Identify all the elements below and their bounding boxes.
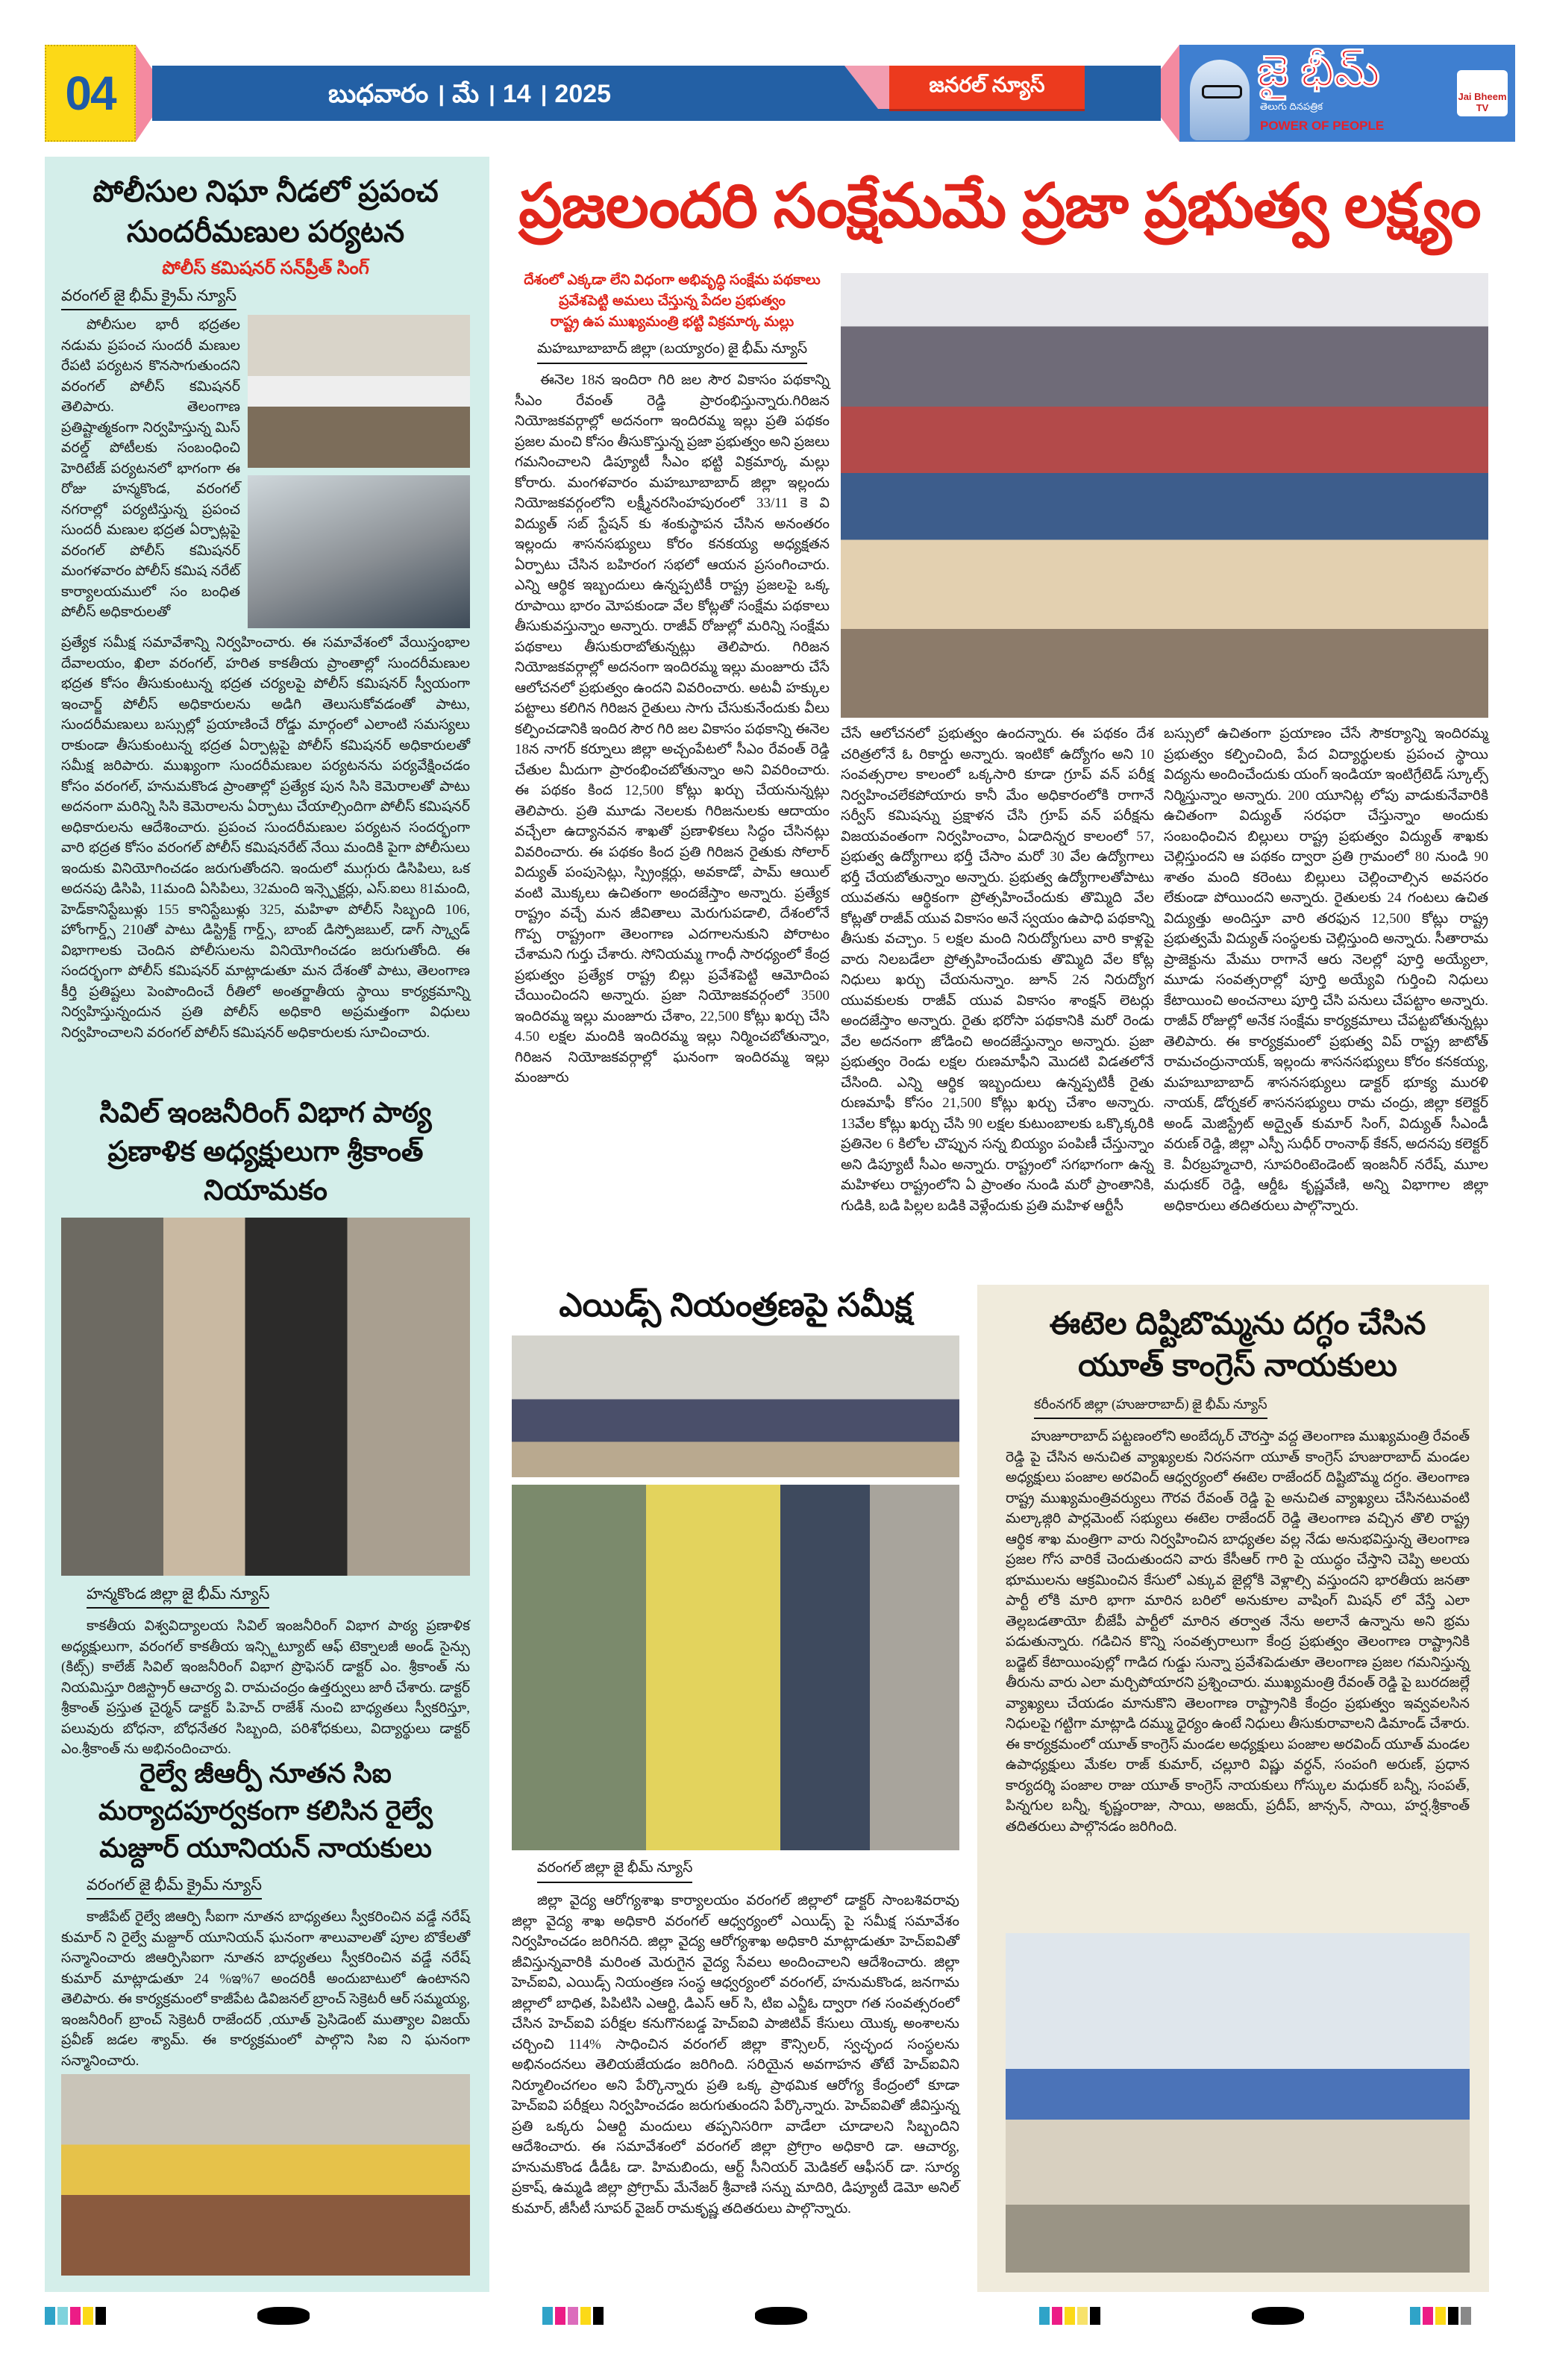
police-subheadline: పోలీస్ కమిషనర్ సన్‌ప్రీత్ సింగ్	[162, 258, 369, 278]
page-number: 04	[45, 45, 136, 142]
police-body-continued: ప్రత్యేక సమీక్ష సమావేశాన్ని నిర్వహించారు. ఈ సమావేశంలో వేయిస్తంభాల దేవాలయం, ఖిలా వరంగల్, హరిత కాకతీయ ప్రాంతాల్లో సుందరీమణుల భద్రత కోసం తీసుకుంటున్న భద్రత చర్యలపై పోలీస్ కమిషనర్ స్వీయంగా ఇంచార్జ్ పోలీస్ అధికారులను అడిగి తెలుసుకోవడంతో పాటు, సుందరీమణులు బస్సుల్లో ప్రయాణించే రోడ్డు మార్గంలో ఎలాంటి సమస్యలు రాకుండా తీసుకుంటున్న భద్రత ఏర్పాట్లపై పోలీస్ కమిషనర్ అధికారులతో సమీక్ష జరిపారు. ముఖ్యంగా సుందరీమణుల పర్యటనను పర్యవేక్షించడం కోసం వరంగల్, హనుమకొండ ప్రాంతాల్లో ప్రత్యేక పున సిసి కెమెరాలతో పాటు అదనంగా మరిన్ని సిసి కెమెరాలను ఏర్పాటు చేయాల్సిందిగా పోలీస్ కమిషనర్ అధికారులను ఆదేశించారు. ప్రపంచ సుందరీమణుల పర్యటన సందర్భంగా వారి భద్రత కోసం వరంగల్ పోలీస్ కమిషనరేట్ నేయి మందికి పైగా పోలీసులు ఇందుకు వినియోగించడం జరుగుతోందని. ఇందులో ముగ్గురు డిసిపిలు, ఒక అదనపు డిసిపి, 11మంది ఏసిపిలు, 32మంది ఇన్స్పెక్టర్లు, ఎస్.ఐలు 81మంది, హెడ్‌కానిస్టేబుళ్లు 155 కానిస్టేబుళ్లు 325, మహిళా పోలీస్ సిబ్బంది 106, హోంగార్డ్స్ 210తో పాటు డిస్ట్రిక్ట్ గార్డ్స్, బాంబ్ డిస్పోజబుల్, డాగ్ స్క్వాడ్ విభాగాలకు చెందిన పోలీసులను వినియోగించడం జరుగుతోంది. ఈ సందర్భంగా పోలీస్ కమిషనర్ మాట్లాడుతూ మన దేశంతో పాటు, తెలంగాణ కీర్తి ప్రతిష్టలు పెంపొందించే రీతిలో అంతర్జాతీయ స్థాయి కార్యక్రమాన్ని నిర్వహిస్తున్నందున ప్రతి పోలీస్ అధికారి అప్రమత్తంగా విధులు నిర్వహించాలని వరంగల్ పోలీస్ కమిషనర్ అధికారులకు సూచించారు.	[61, 635, 470, 1041]
logo-brand: జై భీమ్	[1257, 47, 1380, 95]
aids-attendees-photo	[512, 1485, 959, 1850]
youth-congress-protest-photo	[1006, 1933, 1470, 2273]
ambedkar-portrait-icon	[1190, 60, 1250, 140]
registration-mark	[755, 2307, 807, 2325]
main-body-col3: బస్సులో ఉచితంగా ప్రయాణం చేసే సౌకర్యాన్ని ఇందిరమ్మ ప్రభుత్వం కల్పించింది, పేద విద్యార్థులకు ప్రపంచ స్థాయి విద్యను అందించేందుకు యంగ్ ఇండియా ఇంటిగ్రేటెడ్ స్కూల్స్ నిర్మిస్తున్నాం అన్నారు. 200 యూనిట్ల లోపు వాడుకునేవారికి ఉచితంగా విద్యుత్ సరఫరా చేస్తున్నాం అందుకు సంబంధించిన బిల్లులు రాష్ట్ర ప్రభుత్వం విద్యుత్ శాఖకు చెల్లిస్తుందని ఆ పథకం ద్వారా ప్రతి గ్రామంలో 80 నుండి 90 శాతం మంది కరెంటు బిల్లులు చెల్లించాల్సిన అవసరం లేకుండా పోయిందని అన్నారు. రైతులకు 24 గంటలు ఉచిత విద్యుత్తు అందిస్తూ వారి తరఫున 12,500 కోట్లు రాష్ట్ర ప్రభుత్వమే విద్యుత్ సంస్థలకు చెల్లిస్తుంది అన్నారు. సీతారామ ప్రాజెక్టును మేము రాగానే ఆరు నెలల్లో పూర్తి అయ్యేలా, మూడు సంవత్సరాల్లో పూర్తి అయ్యేవి గుర్తించి నిధులు కేటాయించి అంచనాలు పూర్తి చేసి పనులు చేపట్టాం అన్నారు. రాజీవ్ రోజుల్లో అనేక సంక్షేమ కార్యక్రమాలు చేపట్టబోతున్నట్లు తెలిపారు. ఈ కార్యక్రమంలో ప్రభుత్వ విప్ రాష్ట్ర జాటోత్ రామచంద్రునాయక్, ఇల్లందు శాసనసభ్యులు కోరం కనకయ్య, మహబూబాబాద్ శాసనసభ్యులు డాక్టర్ భూక్య మురళి నాయక్, డోర్నకల్ శాసనసభ్యులు రామ చంద్రు, జిల్లా కలెక్టర్ అండ్ మెజిస్ట్రేట్ అద్వైత్ కుమార్ సింగ్, విద్యుత్ సీఎండీ వరుణ్ రెడ్డి, జిల్లా ఎస్పీ సుధీర్ రాంనాథ్ కేకన్, అదనపు కలెక్టర్ కె. వీరబ్రహ్మచారి, సూపరింటెండెంట్ ఇంజనీర్ నరేష్, మూల మధుకర్ రెడ్డి, ఆర్డీఓ కృష్ణవేణి, అన్ని విభాగాల జిల్లా అధికారులు తదితరులు పాల్గొన్నారు.	[1164, 726, 1488, 1214]
police-body: పోలీసుల భారీ భద్రతల నడుమ ప్రపంచ సుందరీ మణుల రేపటి పర్యటన కొనసాగుతుందని వరంగల్ పోలీస్ కమిషనర్ తెలిపారు. తెలంగాణ ప్రతిష్టాత్మకంగా నిర్వహిస్తున్న మిస్ వరల్డ్ పోటీలకు సంబంధించి హెరిటేజ్ పర్యటనలో భాగంగా ఈ రోజు హన్మకొండ, వరంగల్ నగరాల్లో పర్యటిస్తున్న ప్రపంచ సుందరీ మణుల భద్రత ఏర్పాట్లపై వరంగల్ పోలీస్ కమిషనర్ మంగళవారం పోలీస్ కమిష నరేట్ కార్యాలయములో సం బంధిత పోలీస్ అధికారులతో	[61, 317, 240, 620]
police-photo-row	[61, 315, 470, 628]
railway-body: కాజీపేట్ రైల్వే జిఆర్పి సీఐగా నూతన బాధ్యతలు స్వీకరించిన వడ్డే నరేష్ కుమార్ ని రైల్వే మజ్దూర్ యూనియన్ ఘనంగా శాలువాలతో పూల బొకేలతో సన్మానించారు జిఆర్పిసిఐగా నూతన బాధ్యతలు స్వీకరించిన వడ్డే నరేష్ కుమార్ మాట్లాడుతూ 24 %ఇ%7 అందరికీ అందుబాటులో ఉంటానని తెలిపారు. ఈ కార్యక్రమంలో కాజీపేట డివిజనల్ బ్రాంచ్ సెక్రెటరీ ఆర్ సమ్మయ్య, ఇంజనీరింగ్ బ్రాంచ్ సెక్రెటరీ రాజేందర్ ,యూత్ ప్రెసిడెంట్ ముత్యాల విజయ్ ప్రవీణ్ జడల శ్యామ్. ఈ కార్యక్రమంలో పాల్గొని సిఐ ని ఘనంగా సన్మానించారు.	[61, 1909, 470, 2069]
main-rally-crowd-photo	[841, 273, 1488, 718]
youth-congress-story	[1006, 1303, 1470, 2273]
police-headline: పోలీసుల నిఘా నీడలో ప్రపంచ సుందరీమణుల పర్యటన	[93, 175, 439, 248]
police-review-photo	[248, 475, 470, 628]
railway-story	[61, 1755, 470, 2276]
deck-line: దేశంలో ఎక్కడా లేని విధంగా అభివృద్ధి సంక్షేమ పథకాలు	[524, 272, 821, 288]
youth-congress-byline: కరీంనగర్ జిల్లా (హుజురాబాద్) జై భీమ్ న్యూస్	[1034, 1394, 1267, 1419]
aids-byline: వరంగల్ జిల్లా జై భీమ్ న్యూస్	[537, 1858, 692, 1883]
aids-headline: ఎయిడ్స్ నియంత్రణపై సమీక్ష	[559, 1287, 912, 1324]
youth-congress-body: హుజూరాబాద్ పట్టణంలోని అంబేద్కర్ చౌరస్తా వద్ద తెలంగాణ ముఖ్యమంత్రి రేవంత్ రెడ్డి పై చేసిన అనుచిత వ్యాఖ్యలకు నిరసనగా యూత్ కాంగ్రెస్ హుజురాబాద్ మండల అధ్యక్షులు పంజాల అరవింద్ ఆధ్వర్యంలో ఈటెల రాజేందర్ దిష్టిబొమ్మ దగ్ధం. తెలంగాణ రాష్ట్ర ముఖ్యమంత్రివర్యులు గౌరవ రేవంత్ రెడ్డి పై అనుచిత వ్యాఖ్యలు చేసినటువంటి మల్కాజ్గిరి పార్లమెంట్ సభ్యులు ఈటెల రాజేందర్ రెడ్డి తెలంగాణ వచ్చిన తొలి రాష్ట్ర ఆర్థిక శాఖ మంత్రిగా వారు నిర్వహించిన బాధ్యతల వల్ల నేడు అనుభవిస్తున్న తెలంగాణ ప్రజల గోస వారికే చెందుతుందని వారు కేసీఆర్ గారి పై యుద్ధం చేస్తాని చెప్పి అలయ భూములను ఆక్రమించిన కేసులో ఎక్కువ జైల్లోకి వెళ్లాల్సి వస్తుందని భారతీయ జనతా పార్టీ లోకి మారి భాగా మారిన బరిలో అనుకూల వాషింగ్ మిషన్ లో వేస్తే ఎలా తెల్లబడతాయో బీజేపీ పార్టీలో మారిన తర్వాత నేను అలానే ఉన్నాను అని భ్రమ పడుతున్నారు. గడిచిన కొన్ని సంవత్సరాలుగా కేంద్ర ప్రభుత్వం తెలంగాణ రాష్ట్రానికి బడ్జెట్ కేటాయింపుల్లో గాడిద గుడ్డు సున్నా ప్రవేశపెడుతూ తెలంగాణ ప్రజల గమనిస్తున్న తీరును వారు ఎలా మర్చిపోయారని ప్రశ్నించారు. ముఖ్యమంత్రి రేవంత్ రెడ్డి పై బురదజల్లే వ్యాఖ్యలు చేయడం మానుకొని తెలంగాణ రాష్ట్రానికి కేంద్రం ప్రభుత్వం ఇవ్వవలసిన నిధులపై గట్టిగా మాట్లాడి దమ్ము ధైర్యం ఉంటే నిధులు తీసుకురావాలని డిమాండ్ చేశారు. ఈ కార్యక్రమంలో యూత్ కాంగ్రెస్ మండల అధ్యక్షులు పంజాల అరవింద్ యూత్ మండల ఉపాధ్యక్షులు మేకల రాజ్ కుమార్, చల్లూరి విష్ణు వర్ధన్, సంపంగి అరుణ్, ప్రధాన కార్యదర్శి పంజాల రాజు యూత్ కాంగ్రెస్ నాయకులు గోస్కుల మధుకర్ బన్నీ, సంపత్, పిన్నగుల బన్నీ, కృష్ణంరాజు, సాయి, అజయ్, ప్రదీప్, జాన్సన్, సాయి, హర్ష,శ్రీకాంత్ తదితరులు పాల్గొనడం జరిగింది.	[1006, 1429, 1470, 1835]
deck-line: ప్రవేశపెట్టి అమలు చేస్తున్న పేదల ప్రభుత్వం	[559, 293, 786, 309]
aids-body: జిల్లా వైద్య ఆరోగ్యశాఖ కార్యాలయం వరంగల్ జిల్లాలో డాక్టర్ సాంబశివరావు జిల్లా వైద్య శాఖ అధికారి వరంగల్ ఆధ్వర్యంలో ఎయిడ్స్ పై సమీక్ష సమావేశం నిర్వహించడం జరిగినది. జిల్లా వైద్య ఆరోగ్యశాఖ అధికారి మాట్లాడుతూ హెచ్ఐవితో జీవిస్తున్నవారికి మరింత మెరుగైన వైద్య సేవలు అందించాలని ఆదేశించారు. జిల్లా హెచ్ఐవి, ఎయిడ్స్ నియంత్రణ సంస్థ ఆధ్వర్యంలో వరంగల్, హనుమకొండ, జనగామ జిల్లాలో బాధిత, పిపిటిసి ఎఆర్టి, డిఎస్ ఆర్ సి, టిఐ ఎన్జీఓ ద్వారా గత సంవత్సరంలో చేసిన హెచ్ఐవి పరీక్షల కనుగొనబడ్డ హెచ్ఐవి పాజిటివ్ కేసులు యొక్క అంశాలను చర్చించి 114% సాధించిన వరంగల్ జిల్లా కౌన్సిలర్, స్వచ్ఛంద సంస్థలను అభినందనలు తెలియజేయడం జరిగింది. సరియైన అవగాహన తోటే హెచ్ఐవిని నిర్మూలించగలం అని పేర్కొన్నారు ప్రతి ఒక్క ప్రాథమిక ఆరోగ్య కేంద్రంలో కూడా హెచ్ఐవి పరీక్షలు నిర్వహించడం జరుగుతుందని పేర్కొన్నారు. హెచ్ఐవితో జీవిస్తున్న ప్రతి ఒక్కరు ఏఆర్టి మందులు తప్పనిసరిగా వాడేలా చూడాలని సిబ్బందిని ఆదేశించారు. ఈ సమావేశంలో వరంగల్ జిల్లా ప్రోగ్రాం అధికారి డా. ఆచార్య, హనుమకొండ డీడీఓ డా. హిమబిందు, ఆర్ట్ సీనియర్ మెడికల్ ఆఫీసర్ డా. సూర్య ప్రకాష్, ఉమ్మడి జిల్లా ప్రోగ్రామ్ మేనేజర్ శ్రీవాణి సన్ను మాదిరి, డిప్యూటీ డెమో అనిల్ కుమార్, జీసీటీ సూపర్ వైజర్ రామకృష్ణ తదితరులు పాల్గొన్నారు.	[512, 1893, 959, 2217]
registration-mark	[257, 2307, 310, 2325]
civil-story	[61, 1094, 470, 1757]
main-story-col1	[515, 270, 830, 1277]
aids-story	[512, 1283, 959, 2276]
main-headline: ప్రజలందరి సంక్షేమమే ప్రజా ప్రభుత్వ లక్ష్యం	[518, 172, 1481, 240]
color-registration-strip	[45, 2307, 106, 2325]
registration-mark	[1252, 2307, 1304, 2325]
color-registration-strip	[1039, 2307, 1100, 2325]
police-story	[61, 172, 470, 1086]
deck-line: రాష్ట్ర ఉప ముఖ్యమంత్రి భట్టి విక్రమార్క మల్లు	[550, 314, 794, 330]
police-byline: వరంగల్ జై భీమ్ క్రైమ్ న్యూస్	[61, 285, 236, 310]
civil-headline: సివిల్ ఇంజనీరింగ్ విభాగ పాఠ్య ప్రణాళిక అధ్యక్షులుగా శ్రీకాంత్ నియామకం	[99, 1097, 432, 1206]
logo-tagline: POWER OF PEOPLE	[1260, 119, 1385, 133]
aids-meeting-photo	[512, 1335, 959, 1477]
color-registration-strip	[542, 2307, 604, 2325]
civil-appointment-photo	[61, 1218, 470, 1576]
youth-congress-headline: ఈటెల దిష్టిబొమ్మను దగ్ధం చేసిన యూత్ కాంగ్రెస్ నాయకులు	[1049, 1306, 1426, 1382]
section-label: జనరల్ న్యూస్	[889, 66, 1085, 109]
police-meeting-photo	[248, 315, 470, 468]
police-photos	[248, 315, 470, 628]
main-body-col1: ఈనెల 18న ఇందిరా గిరి జల సౌర వికాసం పథకాన్ని సీఎం రేవంత్ రెడ్డి ప్రారంభిస్తున్నారు.గిరిజన నియోజకవర్గాల్లో అదనంగా ఇందిరమ్మ ఇల్లు ప్రతి పథకం ప్రజల మంచి కోసం తీసుకొస్తున్న ప్రజా ప్రభుత్వం అని ప్రజలు గమనించాలని డిప్యూటీ సీఎం భట్టి విక్రమార్క మల్లు కోరారు. మంగళవారం మహబూబాబాద్ జిల్లా ఇల్లందు నియోజకవర్గంలోని లక్ష్మీనరసింహపురంలో 33/11 కె వి విద్యుత్ సబ్ స్టేషన్ కు శంకుస్థాపన చేసిన అనంతరం ఇల్లందు శాసనసభ్యులు కోరం కనకయ్య అధ్యక్షతన ఏర్పాటు చేసిన బహిరంగ సభలో ఆయన ప్రసంగించారు. ఎన్ని ఆర్థిక ఇబ్బందులు ఉన్నప్పటికీ రాష్ట్ర ప్రజలపై ఒక్క రూపాయి భారం మోపకుండా వేల కోట్లతో సంక్షేమ పథకాలు తీసుకువస్తున్నాం అన్నారు. రాజీవ్ రోజుల్లో మరిన్ని సంక్షేమ పథకాలు తీసుకురాబోతున్నట్లు తెలిపారు. గిరిజన నియోజకవర్గాల్లో అదనంగా ఇందిరమ్మ ఇల్లు మంజూరు చేసే ఆలోచనలో ప్రభుత్వం ఉందని వివరించారు. అటవీ హక్కుల పట్టాలు కలిగిన గిరిజన రైతులు సాగు చేసుకునేందుకు వీలు కల్పించడానికి ఇందిర సౌర గిరి జల వికాసం పథకాన్ని ఈనెల 18న నాగర్ కర్నూలు జిల్లా అచ్చంపేటలో సీఎం రేవంత్ రెడ్డి చేతుల మీదుగా ప్రారంభించబోతున్నాం అని వివరించారు. ఈ పథకం కింద 12,500 కోట్లు ఖర్చు చేయనున్నట్లు తెలిపారు. ప్రతి మూడు నెలలకు గిరిజనులకు ఆదాయం వచ్చేలా ఉద్యానవన శాఖతో ప్రణాళికలు సిద్ధం చేసినట్లు వివరించారు. ఈ పథకం కింద ప్రతి గిరిజన రైతుకు సోలార్ విద్యుత్ పంపుసెట్లు, స్ప్రింక్లర్లు, అవకాడో, పామ్ ఆయిల్ వంటి మొక్కలు ఉచితంగా అందజేస్తాం అన్నారు. ప్రత్యేక రాష్ట్రం వచ్చే మన జీవితాలు మెరుగుపడాలి, దేశంలోనే గొప్ప రాష్ట్రంగా తెలంగాణ ఎదగాలనుకుని పోరాటం చేశామని గుర్తు చేశారు. సోనియమ్మ గాంధీ సారధ్యంలో కేంద్ర ప్రభుత్వం ప్రత్యేక రాష్ట్ర బిల్లు ప్రవేశపెట్టి ఆమోదింప చేయించిందని అన్నారు. ప్రజా నియోజకవర్గంలో 3500 ఇందిరమ్మ ఇల్లు మంజూరు చేశాం, 22,500 కోట్లు ఖర్చు చేసి 4.50 లక్షల మందికి ఇందిరమ్మ ఇల్లు నిర్మించబోతున్నాం, గిరిజన నియోజకవర్గాల్లో ఘనంగా ఇందిరమ్మ ఇల్లు మంజూరు	[515, 372, 830, 1086]
header-divider	[1161, 45, 1179, 142]
header-divider	[136, 45, 152, 142]
civil-byline: హన్మకొండ జిల్లా జై భీమ్ న్యూస్	[87, 1583, 269, 1609]
railway-felicitation-photo	[61, 2074, 470, 2276]
railway-headline: రైల్వే జీఆర్పీ నూతన సిఐ మర్యాదపూర్వకంగా కలిసిన రైల్వే మజ్దూర్ యూనియన్ నాయకులు	[98, 1758, 433, 1863]
main-byline: మహబూబాబాద్ జిల్లా (బయ్యారం) జై భీమ్ న్యూస్	[537, 339, 807, 364]
railway-byline: వరంగల్ జై భీమ్ క్రైమ్ న్యూస్	[87, 1874, 262, 1900]
issue-date: బుధవారం । మే । 14 । 2025	[328, 80, 612, 108]
main-deck	[515, 270, 830, 333]
logo-subtitle: తెలుగు దినపత్రిక	[1260, 101, 1323, 112]
masthead-logo	[1179, 45, 1515, 142]
color-registration-strip	[1410, 2307, 1471, 2325]
tv-logo: Jai Bheem TV	[1457, 70, 1508, 116]
civil-body: కాకతీయ విశ్వవిద్యాలయ సివిల్ ఇంజనీరింగ్ విభాగ పాఠ్య ప్రణాళిక అధ్యక్షులుగా, వరంగల్ కాకతీయ ఇన్స్టిట్యూట్ ఆఫ్ టెక్నాలజీ అండ్ సైన్సు (కిట్స్) కాలేజ్ సివిల్ ఇంజనీరింగ్ విభాగ ప్రొఫెసర్ డాక్టర్ ఎం. శ్రీకాంత్ ను నియమిస్తూ రిజిస్ట్రార్ ఆచార్య వి. రామచంద్రం ఉత్తర్వులు జారీ చేశారు. డాక్టర్ శ్రీకాంత్ ప్రస్తుత చైర్మన్ డాక్టర్ పి.హెచ్ రాజేశ్ నుంచి బాధ్యతలు స్వీకరిస్తూ, పలువురు బోధనా, బోధనేతర సిబ్బంది, పరిశోధకులు, విద్యార్థులు డాక్టర్ ఎం.శ్రీకాంత్ ను అభినందించారు.	[61, 1618, 470, 1757]
main-body-col2: చేసే ఆలోచనలో ప్రభుత్వం ఉందన్నారు. ఈ పథకం దేశ చరిత్రలోనే ఓ రికార్డు అన్నారు. ఇంటికో ఉద్యోగం అని 10 సంవత్సరాల కాలంలో ఒక్కసారి కూడా గ్రూప్ వన్ పరీక్ష నిర్వహించలేకపోయారు కానీ మేం అధికారంలోకి రాగానే సర్వీస్ కమిషన్ను ప్రక్షాళన చేసి గ్రూప్ వన్ పరీక్షను విజయవంతంగా నిర్వహించాం, ఏడాదిన్నర కాలంలో 57, ప్రభుత్వ ఉద్యోగాలు భర్తీ చేసాం మరో 30 వేల ఉద్యోగాలు భర్తీ చేయబోతున్నాం అన్నారు. ప్రభుత్వ ఉద్యోగాలతోపాటు యువతను ఆర్థికంగా ప్రోత్సహించేందుకు తొమ్మిది వేల కోట్లతో రాజీవ్ యువ వికాసం అనే స్వయం ఉపాధి పథకాన్ని తీసుకు వచ్చాం. 5 లక్షల మంది నిరుద్యోగులు వారి కాళ్లపై వారు నిలబడేలా ప్రోత్సహించేందుకు తొమ్మిది వేల కోట్ల నిధులు ఖర్చు చేయనున్నాం. జూన్ 2న నిరుద్యోగ యువకులకు రాజీవ్ యువ వికాసం శాంక్షన్ లెటర్లు అందజేస్తాం అన్నారు. రైతు భరోసా పథకానికి మరో రెండు వేల అదనంగా జోడించి అందజేస్తున్నాం అన్నారు. ప్రజా ప్రభుత్వం రెండు లక్షల రుణమాఫీని మొదటి విడతలోనే చేసింది. ఎన్ని ఆర్థిక ఇబ్బందులు ఉన్నప్పటికీ రైతు రుణమాఫీ కోసం 21,500 కోట్లు ఖర్చు చేశాం అన్నారు. 13వేల కోట్లు ఖర్చు చేసి 90 లక్షల కుటుంబాలకు ఒక్కొక్కరికి ప్రతినెల 6 కిలోల చొప్పున సన్న బియ్యం పంపిణీ చేస్తున్నాం అని డిప్యూటీ సీఎం అన్నారు. రాష్ట్రంలో సగభాగంగా ఉన్న మహిళలు రాష్ట్రంలోని ఏ ప్రాంతం నుండి మరో ప్రాంతానికి, గుడికి, బడి పిల్లల బడికి వెళ్లేందుకు ప్రతి మహిళ ఆర్టీసీ	[841, 726, 1154, 1214]
